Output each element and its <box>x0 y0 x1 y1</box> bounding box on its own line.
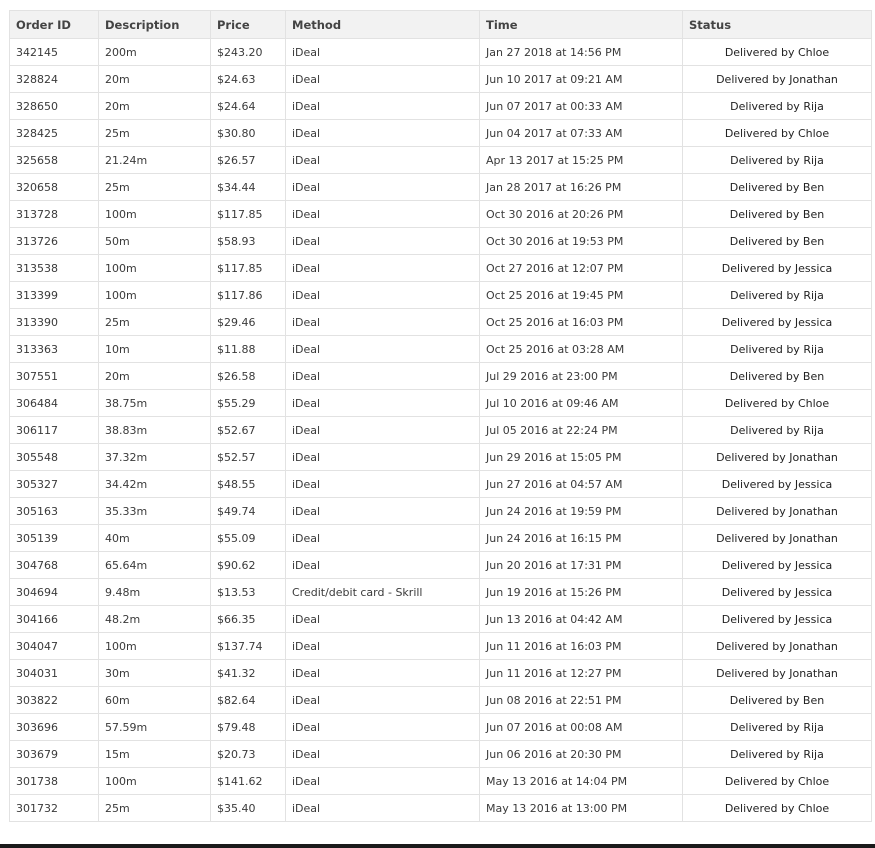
cell-status: Delivered by Jonathan <box>683 660 872 687</box>
column-header-description[interactable]: Description <box>99 11 211 39</box>
cell-description: 20m <box>99 363 211 390</box>
table-row <box>10 579 872 606</box>
table-row <box>10 498 872 525</box>
cell-time: Jun 29 2016 at 15:05 PM <box>480 444 683 471</box>
cell-price: $34.44 <box>211 174 286 201</box>
cell-description: 100m <box>99 282 211 309</box>
cell-price: $24.63 <box>211 66 286 93</box>
column-header-price[interactable]: Price <box>211 11 286 39</box>
cell-method: iDeal <box>286 228 480 255</box>
table-row <box>10 120 872 147</box>
cell-description: 37.32m <box>99 444 211 471</box>
cell-description: 38.75m <box>99 390 211 417</box>
cell-price: $55.29 <box>211 390 286 417</box>
cell-price: $137.74 <box>211 633 286 660</box>
cell-description: 30m <box>99 660 211 687</box>
cell-status: Delivered by Chloe <box>683 390 872 417</box>
cell-description: 48.2m <box>99 606 211 633</box>
orders-table <box>9 10 872 822</box>
cell-order-id: 313726 <box>10 228 99 255</box>
cell-order-id: 328650 <box>10 93 99 120</box>
table-row <box>10 255 872 282</box>
cell-order-id: 306117 <box>10 417 99 444</box>
cell-status: Delivered by Jonathan <box>683 633 872 660</box>
column-header-method[interactable]: Method <box>286 11 480 39</box>
cell-time: Jun 08 2016 at 22:51 PM <box>480 687 683 714</box>
orders-table-container <box>9 10 871 822</box>
cell-description: 57.59m <box>99 714 211 741</box>
cell-time: Oct 25 2016 at 19:45 PM <box>480 282 683 309</box>
cell-method: iDeal <box>286 66 480 93</box>
cell-method: iDeal <box>286 336 480 363</box>
cell-method: iDeal <box>286 147 480 174</box>
cell-status: Delivered by Chloe <box>683 795 872 822</box>
table-row <box>10 309 872 336</box>
cell-status: Delivered by Rija <box>683 93 872 120</box>
cell-time: Oct 27 2016 at 12:07 PM <box>480 255 683 282</box>
cell-method: iDeal <box>286 660 480 687</box>
cell-method: iDeal <box>286 174 480 201</box>
table-row <box>10 66 872 93</box>
cell-time: Jul 10 2016 at 09:46 AM <box>480 390 683 417</box>
cell-status: Delivered by Ben <box>683 228 872 255</box>
cell-order-id: 305163 <box>10 498 99 525</box>
cell-method: iDeal <box>286 498 480 525</box>
cell-price: $41.32 <box>211 660 286 687</box>
cell-description: 40m <box>99 525 211 552</box>
cell-method: iDeal <box>286 363 480 390</box>
cell-order-id: 342145 <box>10 39 99 66</box>
cell-status: Delivered by Jessica <box>683 471 872 498</box>
cell-order-id: 301732 <box>10 795 99 822</box>
cell-time: Jun 10 2017 at 09:21 AM <box>480 66 683 93</box>
cell-order-id: 304047 <box>10 633 99 660</box>
cell-method: iDeal <box>286 39 480 66</box>
cell-method: iDeal <box>286 417 480 444</box>
cell-time: Jan 27 2018 at 14:56 PM <box>480 39 683 66</box>
cell-price: $117.85 <box>211 255 286 282</box>
cell-price: $90.62 <box>211 552 286 579</box>
cell-description: 35.33m <box>99 498 211 525</box>
cell-method: iDeal <box>286 309 480 336</box>
cell-time: Jan 28 2017 at 16:26 PM <box>480 174 683 201</box>
cell-method: iDeal <box>286 768 480 795</box>
cell-price: $26.58 <box>211 363 286 390</box>
cell-time: May 13 2016 at 13:00 PM <box>480 795 683 822</box>
table-header <box>10 11 872 39</box>
cell-price: $11.88 <box>211 336 286 363</box>
column-header-order-id[interactable]: Order ID <box>10 11 99 39</box>
cell-method: Credit/debit card - Skrill <box>286 579 480 606</box>
cell-order-id: 305139 <box>10 525 99 552</box>
cell-order-id: 305327 <box>10 471 99 498</box>
cell-method: iDeal <box>286 93 480 120</box>
cell-order-id: 306484 <box>10 390 99 417</box>
cell-time: Jun 11 2016 at 16:03 PM <box>480 633 683 660</box>
table-row <box>10 174 872 201</box>
column-header-status[interactable]: Status <box>683 11 872 39</box>
cell-method: iDeal <box>286 471 480 498</box>
cell-status: Delivered by Jessica <box>683 255 872 282</box>
cell-order-id: 325658 <box>10 147 99 174</box>
table-body <box>10 39 872 822</box>
cell-price: $52.57 <box>211 444 286 471</box>
cell-description: 50m <box>99 228 211 255</box>
cell-status: Delivered by Rija <box>683 147 872 174</box>
cell-method: iDeal <box>286 444 480 471</box>
header-row <box>10 11 872 39</box>
cell-description: 100m <box>99 768 211 795</box>
cell-time: Jul 05 2016 at 22:24 PM <box>480 417 683 444</box>
cell-description: 100m <box>99 201 211 228</box>
table-row <box>10 336 872 363</box>
cell-status: Delivered by Jessica <box>683 552 872 579</box>
cell-description: 200m <box>99 39 211 66</box>
cell-order-id: 307551 <box>10 363 99 390</box>
cell-status: Delivered by Jessica <box>683 309 872 336</box>
cell-description: 21.24m <box>99 147 211 174</box>
table-row <box>10 444 872 471</box>
cell-price: $117.85 <box>211 201 286 228</box>
cell-description: 20m <box>99 93 211 120</box>
table-row <box>10 39 872 66</box>
table-row <box>10 714 872 741</box>
cell-order-id: 328425 <box>10 120 99 147</box>
cell-order-id: 303696 <box>10 714 99 741</box>
cell-price: $29.46 <box>211 309 286 336</box>
cell-time: Apr 13 2017 at 15:25 PM <box>480 147 683 174</box>
cell-order-id: 313399 <box>10 282 99 309</box>
cell-order-id: 328824 <box>10 66 99 93</box>
cell-time: Jun 06 2016 at 20:30 PM <box>480 741 683 768</box>
cell-description: 60m <box>99 687 211 714</box>
cell-status: Delivered by Rija <box>683 741 872 768</box>
cell-price: $20.73 <box>211 741 286 768</box>
cell-method: iDeal <box>286 687 480 714</box>
table-row <box>10 417 872 444</box>
cell-description: 15m <box>99 741 211 768</box>
cell-method: iDeal <box>286 390 480 417</box>
cell-time: May 13 2016 at 14:04 PM <box>480 768 683 795</box>
cell-status: Delivered by Chloe <box>683 120 872 147</box>
cell-order-id: 304694 <box>10 579 99 606</box>
table-row <box>10 282 872 309</box>
cell-status: Delivered by Jonathan <box>683 444 872 471</box>
cell-time: Jun 24 2016 at 16:15 PM <box>480 525 683 552</box>
cell-price: $52.67 <box>211 417 286 444</box>
cell-status: Delivered by Rija <box>683 282 872 309</box>
cell-time: Jun 07 2017 at 00:33 AM <box>480 93 683 120</box>
table-row <box>10 741 872 768</box>
cell-price: $49.74 <box>211 498 286 525</box>
cell-order-id: 303822 <box>10 687 99 714</box>
cell-order-id: 313728 <box>10 201 99 228</box>
cell-price: $243.20 <box>211 39 286 66</box>
table-row <box>10 147 872 174</box>
cell-price: $79.48 <box>211 714 286 741</box>
cell-time: Oct 30 2016 at 20:26 PM <box>480 201 683 228</box>
cell-time: Jun 04 2017 at 07:33 AM <box>480 120 683 147</box>
cell-description: 25m <box>99 120 211 147</box>
cell-order-id: 304166 <box>10 606 99 633</box>
table-row <box>10 552 872 579</box>
cell-time: Jun 11 2016 at 12:27 PM <box>480 660 683 687</box>
cell-time: Jun 24 2016 at 19:59 PM <box>480 498 683 525</box>
cell-order-id: 320658 <box>10 174 99 201</box>
cell-time: Jun 13 2016 at 04:42 AM <box>480 606 683 633</box>
cell-status: Delivered by Jonathan <box>683 66 872 93</box>
cell-order-id: 305548 <box>10 444 99 471</box>
table-row <box>10 525 872 552</box>
cell-order-id: 313538 <box>10 255 99 282</box>
table-row <box>10 795 872 822</box>
table-row <box>10 768 872 795</box>
cell-order-id: 303679 <box>10 741 99 768</box>
cell-status: Delivered by Jonathan <box>683 525 872 552</box>
cell-time: Jun 19 2016 at 15:26 PM <box>480 579 683 606</box>
cell-price: $141.62 <box>211 768 286 795</box>
cell-order-id: 313363 <box>10 336 99 363</box>
cell-status: Delivered by Jessica <box>683 579 872 606</box>
cell-description: 9.48m <box>99 579 211 606</box>
cell-order-id: 313390 <box>10 309 99 336</box>
table-row <box>10 93 872 120</box>
cell-description: 100m <box>99 633 211 660</box>
cell-price: $117.86 <box>211 282 286 309</box>
cell-method: iDeal <box>286 633 480 660</box>
table-row <box>10 687 872 714</box>
table-row <box>10 228 872 255</box>
table-row <box>10 471 872 498</box>
cell-price: $30.80 <box>211 120 286 147</box>
cell-method: iDeal <box>286 714 480 741</box>
cell-status: Delivered by Jessica <box>683 606 872 633</box>
cell-price: $24.64 <box>211 93 286 120</box>
cell-time: Jun 20 2016 at 17:31 PM <box>480 552 683 579</box>
cell-description: 65.64m <box>99 552 211 579</box>
cell-description: 25m <box>99 309 211 336</box>
cell-status: Delivered by Rija <box>683 714 872 741</box>
table-row <box>10 660 872 687</box>
cell-price: $58.93 <box>211 228 286 255</box>
cell-time: Oct 25 2016 at 03:28 AM <box>480 336 683 363</box>
cell-status: Delivered by Rija <box>683 417 872 444</box>
table-row <box>10 363 872 390</box>
cell-order-id: 301738 <box>10 768 99 795</box>
cell-status: Delivered by Rija <box>683 336 872 363</box>
cell-time: Oct 30 2016 at 19:53 PM <box>480 228 683 255</box>
cell-price: $82.64 <box>211 687 286 714</box>
cell-method: iDeal <box>286 120 480 147</box>
cell-order-id: 304768 <box>10 552 99 579</box>
cell-price: $55.09 <box>211 525 286 552</box>
cell-price: $48.55 <box>211 471 286 498</box>
table-row <box>10 201 872 228</box>
cell-method: iDeal <box>286 741 480 768</box>
cell-status: Delivered by Jonathan <box>683 498 872 525</box>
cell-status: Delivered by Ben <box>683 201 872 228</box>
cell-method: iDeal <box>286 201 480 228</box>
cell-price: $26.57 <box>211 147 286 174</box>
cell-description: 20m <box>99 66 211 93</box>
cell-status: Delivered by Ben <box>683 174 872 201</box>
cell-method: iDeal <box>286 795 480 822</box>
cell-description: 25m <box>99 174 211 201</box>
cell-description: 100m <box>99 255 211 282</box>
cell-method: iDeal <box>286 282 480 309</box>
cell-method: iDeal <box>286 552 480 579</box>
cell-description: 25m <box>99 795 211 822</box>
window-bottom-edge <box>0 844 875 848</box>
table-row <box>10 606 872 633</box>
cell-status: Delivered by Ben <box>683 363 872 390</box>
cell-price: $13.53 <box>211 579 286 606</box>
table-row <box>10 633 872 660</box>
cell-time: Jul 29 2016 at 23:00 PM <box>480 363 683 390</box>
table-row <box>10 390 872 417</box>
cell-time: Oct 25 2016 at 16:03 PM <box>480 309 683 336</box>
column-header-time[interactable]: Time <box>480 11 683 39</box>
cell-time: Jun 07 2016 at 00:08 AM <box>480 714 683 741</box>
cell-description: 10m <box>99 336 211 363</box>
cell-method: iDeal <box>286 255 480 282</box>
cell-price: $66.35 <box>211 606 286 633</box>
cell-status: Delivered by Chloe <box>683 39 872 66</box>
cell-status: Delivered by Chloe <box>683 768 872 795</box>
cell-price: $35.40 <box>211 795 286 822</box>
cell-time: Jun 27 2016 at 04:57 AM <box>480 471 683 498</box>
cell-description: 38.83m <box>99 417 211 444</box>
cell-status: Delivered by Ben <box>683 687 872 714</box>
cell-order-id: 304031 <box>10 660 99 687</box>
cell-method: iDeal <box>286 525 480 552</box>
cell-method: iDeal <box>286 606 480 633</box>
cell-description: 34.42m <box>99 471 211 498</box>
